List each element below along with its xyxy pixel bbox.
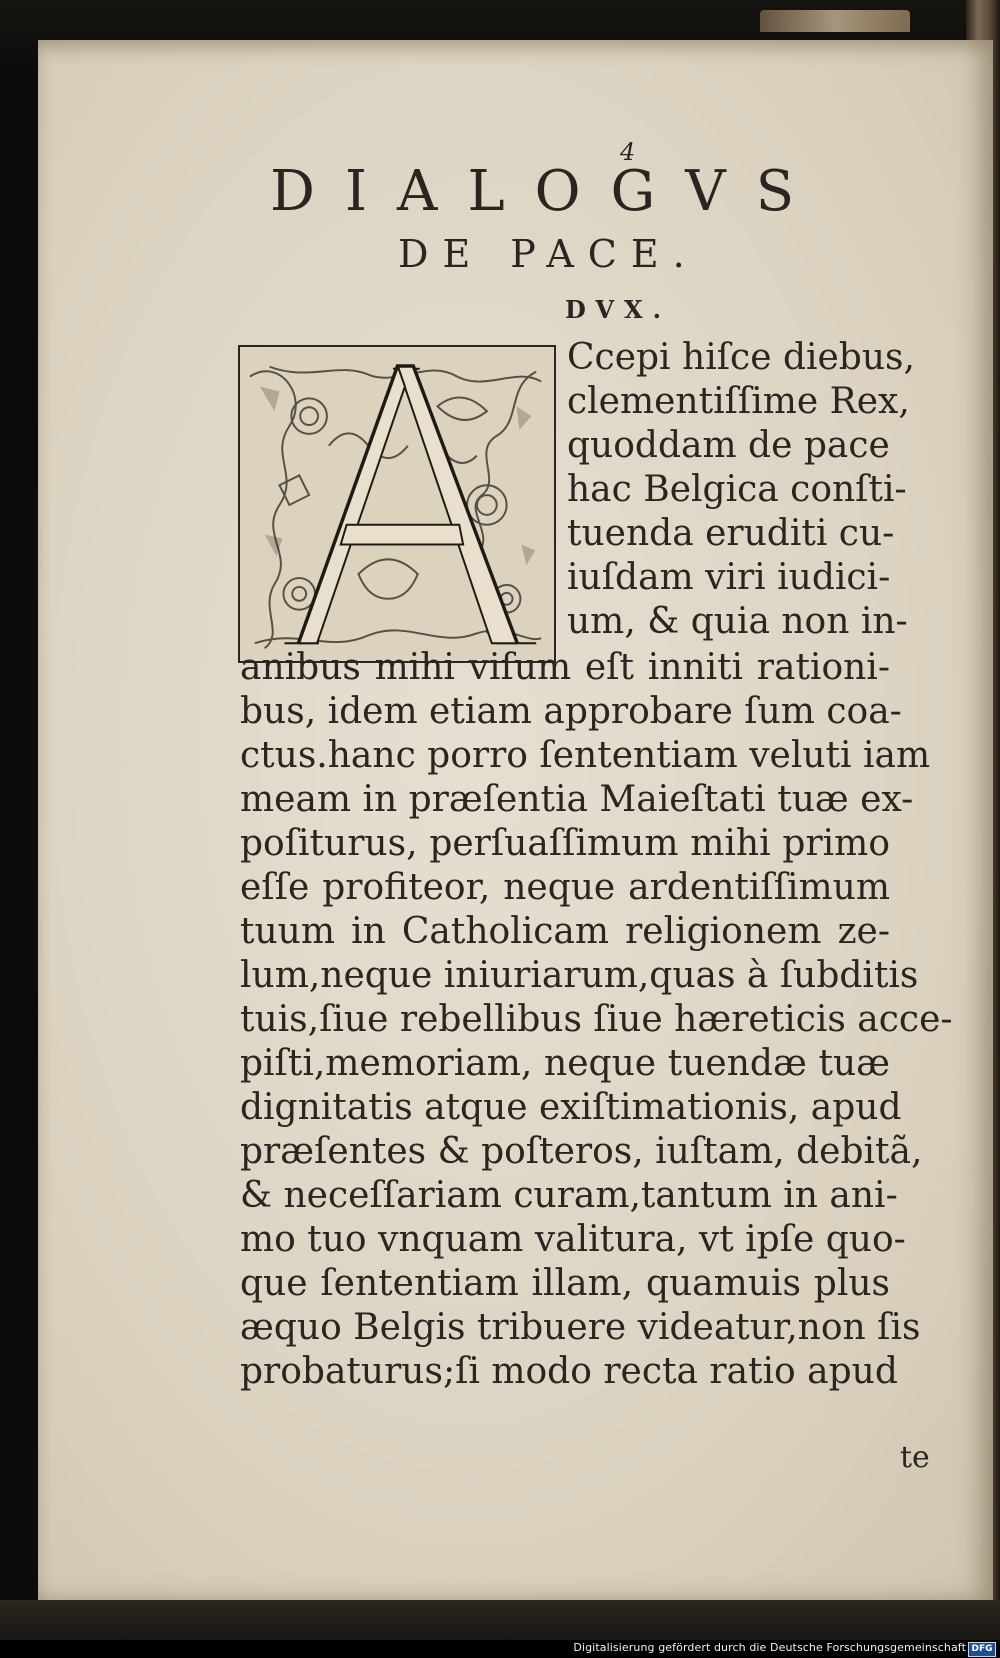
decorated-initial-a — [238, 345, 556, 663]
woodcut-initial-icon — [240, 347, 554, 661]
page-subtitle: DE PACE. — [398, 232, 699, 276]
text-line: mo tuo vnquam valitura, vt ipſe quo- — [240, 1219, 906, 1260]
text-line: tuum in Catholicam religionem ze- — [240, 911, 890, 952]
page-number: 4 — [620, 138, 636, 166]
text-line: probaturus;ſi modo recta ratio apud — [240, 1351, 898, 1392]
page-title: DIALOGVS — [270, 159, 825, 224]
text-line: præſentes & poſteros, iuſtam, debitã, — [240, 1131, 923, 1172]
text-line: ctus.hanc porro ſententiam veluti iam — [240, 735, 931, 776]
dfg-logo: DFG — [968, 1642, 996, 1657]
text-line: eſſe profiteor, neque ardentiſſimum — [240, 867, 890, 908]
text-line: iuſdam viri iudici- — [567, 557, 891, 598]
text-line: clementiſſime Rex, — [567, 381, 910, 422]
book-spine-edge — [760, 10, 910, 32]
text-line: anibus mihi viſum eſt inniti rationi- — [240, 647, 890, 688]
text-line: tuenda eruditi cu- — [567, 513, 895, 554]
text-line: & neceſſariam curam,tantum in ani- — [240, 1175, 898, 1216]
text-line: lum,neque iniuriarum,quas à ſubditis — [240, 955, 919, 996]
text-line: poſiturus, perſuaſſimum mihi primo — [240, 823, 890, 864]
text-line: quoddam de pace — [567, 425, 890, 466]
scan-background-bottom — [0, 1600, 1000, 1640]
text-line: meam in præſentia Maieſtati tuæ ex- — [240, 779, 914, 820]
text-line: æquo Belgis tribuere videatur,non ſis — [240, 1307, 921, 1348]
text-line: que ſententiam illam, quamuis plus — [240, 1263, 890, 1304]
text-line: hac Belgica conſti- — [567, 469, 907, 510]
text-line: dignitatis atque exiſtimationis, apud — [240, 1087, 902, 1128]
text-line: bus, idem etiam approbare ſum coa- — [240, 691, 902, 732]
text-line: piſti,memoriam, neque tuendæ tuæ — [240, 1043, 890, 1084]
footer-credit: Digitalisierung gefördert durch die Deutsche Forschungsgemeinschaft — [573, 1641, 966, 1654]
text-line: Ccepi hiſce diebus, — [567, 337, 915, 378]
text-line: tuis,ſiue rebellibus ſiue hæreticis acce- — [240, 999, 953, 1040]
text-line: um, & quia non in- — [567, 601, 908, 642]
catchword: te — [900, 1440, 930, 1475]
speaker-heading: DVX. — [565, 295, 671, 324]
